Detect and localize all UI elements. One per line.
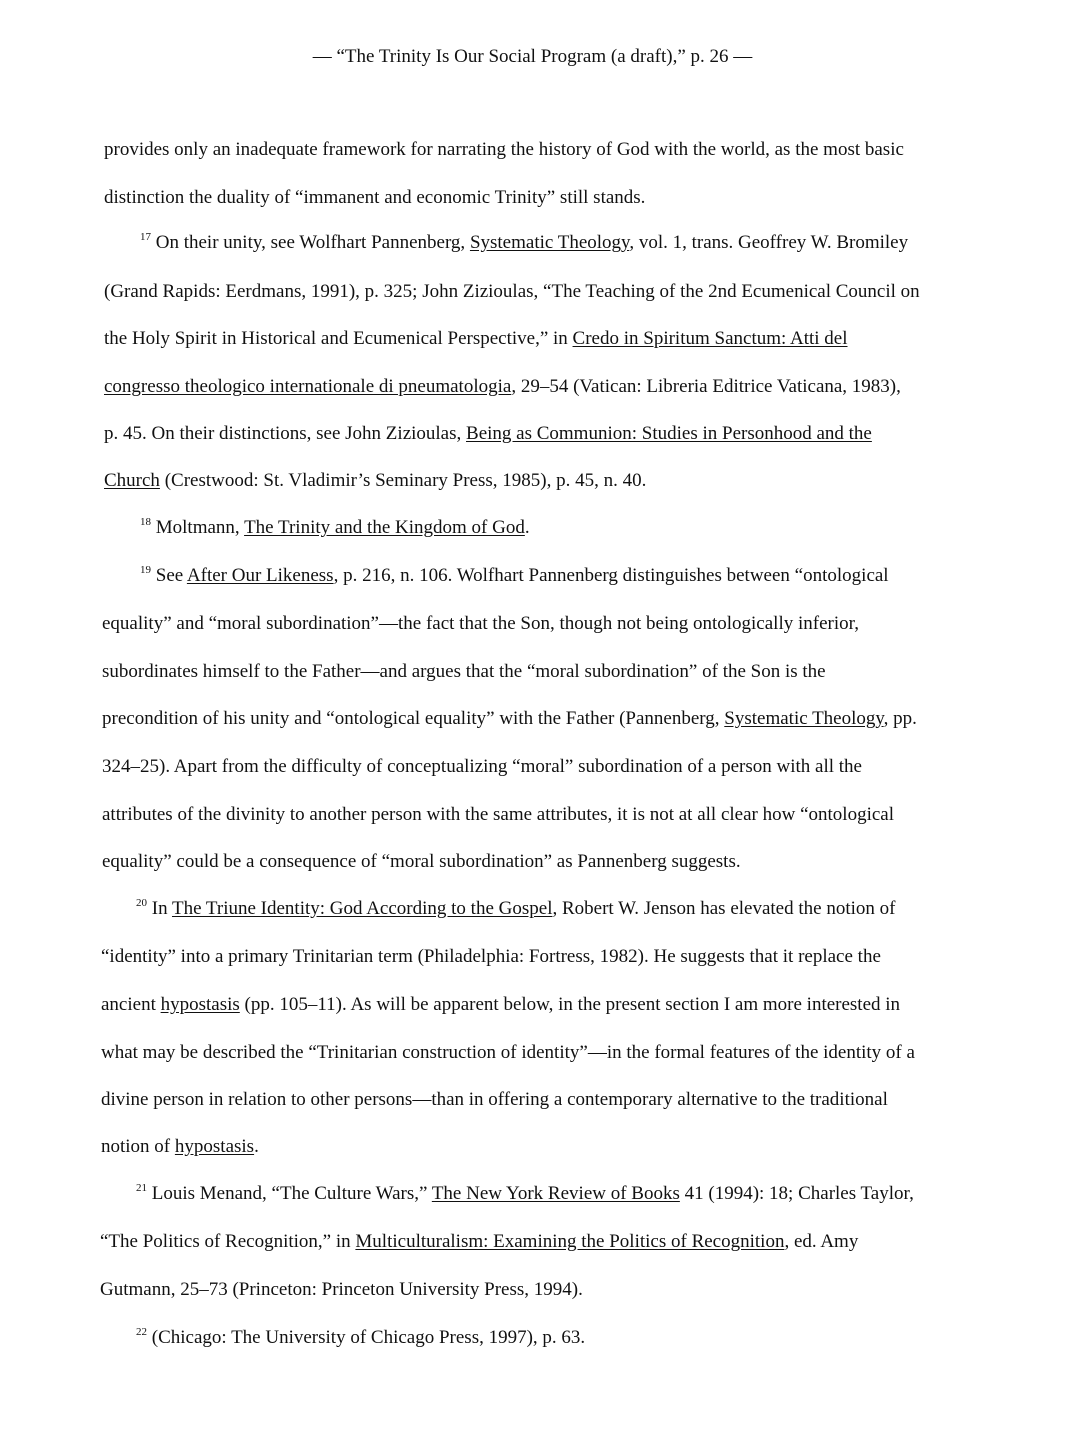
footnote-20-line-5: divine person in relation to other persons—than in offering a contemporary alternative to the traditional [101,1089,888,1110]
footnote-20: $^{20}$ In The Triune Identity: God According to the Gospel, Robert W. Jenson has elevated the notion of [136,897,896,919]
footnote-19-line-2: equality” and “moral subordination”—the fact that the Son, though not being ontologically inferior, [102,613,859,634]
footnote-19-line-7: equality” could be a consequence of “moral subordination” as Pannenberg suggests. [102,851,741,872]
footnote-20-line-3: ancient hypostasis (pp. 105–11). As will be apparent below, in the present section I am more interested in [101,994,901,1015]
page-header: — “The Trinity Is Our Social Program (a draft),” p. 26 — [312,46,753,67]
footnote-20-line-2: “identity” into a primary Trinitarian term (Philadelphia: Fortress, 1982). He suggests that it replace the [101,946,881,967]
footnote-20-line-4: what may be described the “Trinitarian construction of identity”—in the formal features of the identity of a [101,1042,915,1063]
footnote-22: $^{22}$ (Chicago: The University of Chicago Press, 1997), p. 63. [136,1326,586,1348]
footnote-18: $^{18}$ Moltmann, The Trinity and the Kingdom of God. [140,516,530,538]
footnote-17: $^{17}$ On their unity, see Wolfhart Pannenberg, Systematic Theology, vol. 1, trans. Geoffrey W. Bromiley [140,231,909,253]
footnote-19-line-6: attributes of the divinity to another person with the same attributes, it is not at all clear how “ontological [102,804,894,825]
footnote-17-line-3: the Holy Spirit in Historical and Ecumenical Perspective,” in Credo in Spiritum Sanctum: Atti del [104,328,848,349]
footnote-19-line-5: 324–25). Apart from the difficulty of conceptualizing “moral” subordination of a person with all the [102,756,862,777]
footnote-21-line-2: “The Politics of Recognition,” in Multiculturalism: Examining the Politics of Recognition, ed. Amy [100,1231,859,1252]
note-16-line-1: provides only an inadequate framework for narrating the history of God with the world, as the most basic [104,139,904,160]
footnote-number: 17 [140,231,151,243]
footnote-21-line-3: Gutmann, 25–73 (Princeton: Princeton University Press, 1994). [100,1279,583,1300]
footnote-19: $^{19}$ See After Our Likeness, p. 216, n. 106. Wolfhart Pannenberg distinguishes between “ontological [140,564,889,586]
footnote-21: $^{21}$ Louis Menand, “The Culture Wars,” The New York Review of Books 41 (1994): 18; Charles Taylor, [136,1182,914,1204]
footnote-17-line-2: (Grand Rapids: Eerdmans, 1991), p. 325; John Zizioulas, “The Teaching of the 2nd Ecumenical Council on [104,281,920,302]
footnote-17-line-4: congresso theologico internationale di pneumatologia, 29–54 (Vatican: Libreria Editrice Vaticana, 1983), [104,376,901,397]
footnote-17-line-6: Church (Crestwood: St. Vladimir’s Seminary Press, 1985), p. 45, n. 40. [104,470,647,491]
footnote-19-line-4: precondition of his unity and “ontological equality” with the Father (Pannenberg, Systematic Theology, pp. [102,708,917,729]
note-16-line-2: distinction the duality of “immanent and economic Trinity” still stands. [104,187,646,208]
footnote-20-line-6: notion of hypostasis. [101,1136,259,1157]
footnote-17-line-5: p. 45. On their distinctions, see John Zizioulas, Being as Communion: Studies in Personhood and the [104,423,872,444]
footnote-19-line-3: subordinates himself to the Father—and argues that the “moral subordination” of the Son is the [102,661,826,682]
